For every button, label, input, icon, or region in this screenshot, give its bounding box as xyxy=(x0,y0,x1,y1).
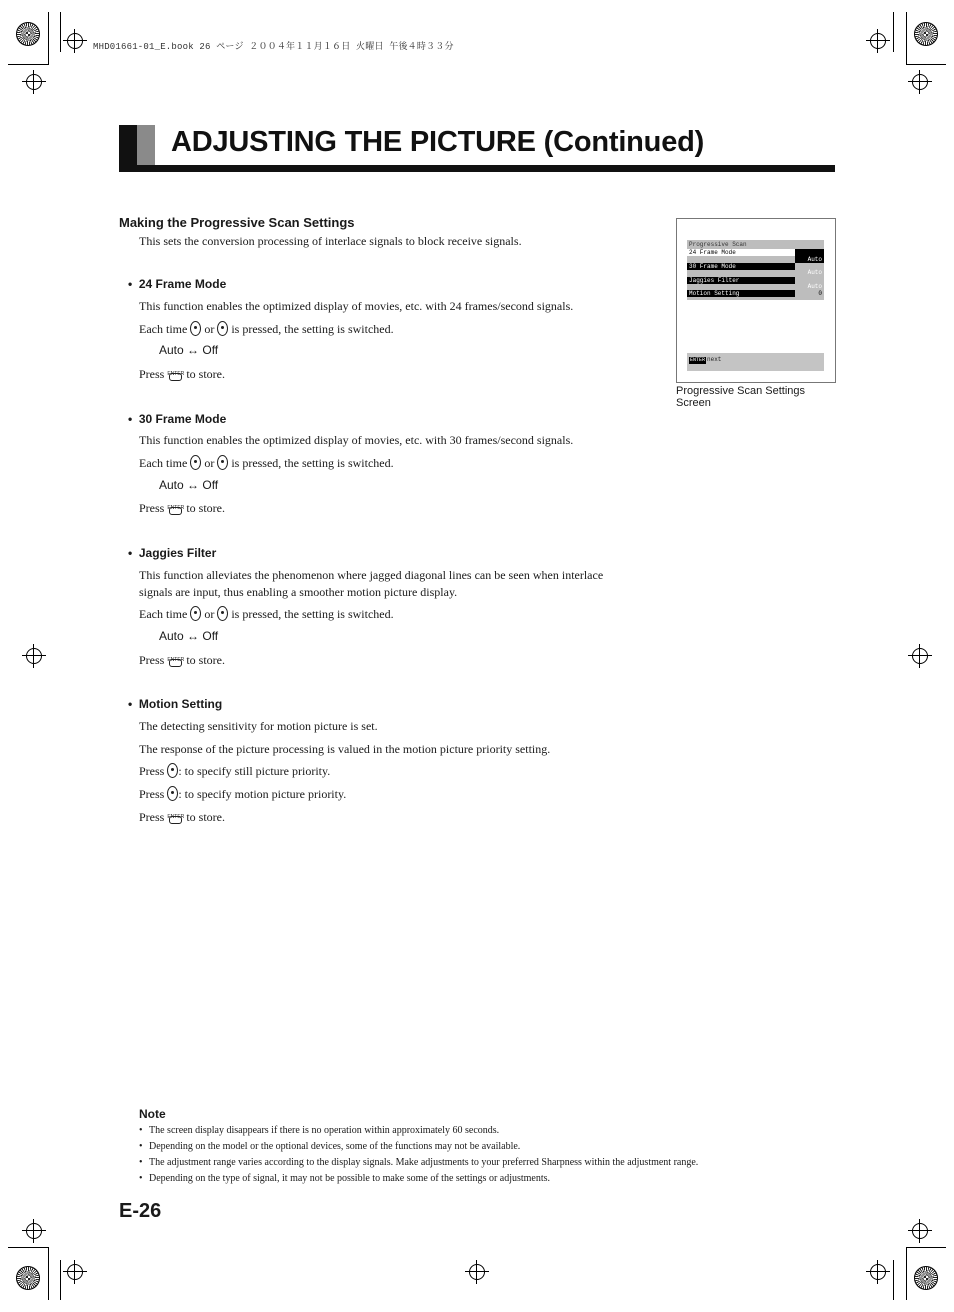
osd-row-value: Auto xyxy=(807,283,822,290)
up-button-icon xyxy=(190,606,201,621)
title-underline xyxy=(119,165,835,172)
osd-menu xyxy=(687,240,824,300)
print-header: MHD01661-01_E.book 26 ページ ２００４年１１月１６日 火曜日 午後４時３３分 xyxy=(93,42,454,52)
right-button-icon xyxy=(167,786,178,801)
item-jaggies-switch: Each time or is pressed, the setting is switched. xyxy=(139,607,394,621)
osd-row-value: Auto xyxy=(807,269,822,276)
osd-row-value: 0 xyxy=(818,290,822,297)
item-24-frame-desc: This function enables the optimized display of movies, etc. with 24 frames/second signals. xyxy=(139,299,574,313)
registration-target-icon xyxy=(914,1266,938,1290)
left-button-icon xyxy=(167,763,178,778)
enter-button-icon: ENTER xyxy=(167,367,183,381)
enter-button-icon: ENTER xyxy=(167,810,183,824)
osd-next-label: next xyxy=(707,356,722,363)
title-accent-gray xyxy=(137,125,155,165)
item-30-frame-mode-title: • 30 Frame Mode xyxy=(128,412,227,426)
item-motion-setting-title: • Motion Setting xyxy=(128,697,223,711)
item-motion-desc-1: The detecting sensitivity for motion picture is set. xyxy=(139,719,378,733)
note-item: • The screen display disappears if there is no operation within approximately 60 seconds. xyxy=(139,1125,500,1136)
item-jaggies-store: Press ENTER to store. xyxy=(139,653,226,667)
crosshair-icon xyxy=(26,74,42,90)
note-item: • Depending on the type of signal, it may not be possible to make some of the settings or adjustments. xyxy=(139,1173,551,1184)
item-jaggies-desc-2: signals are input, thus enabling a smoother motion picture display. xyxy=(139,585,458,599)
page-number: E-26 xyxy=(119,1200,162,1222)
crosshair-icon xyxy=(870,33,886,49)
item-motion-store: Press ENTER to store. xyxy=(139,810,226,824)
registration-target-icon xyxy=(914,22,938,46)
item-24-frame-mode-title: • 24 Frame Mode xyxy=(128,277,227,291)
registration-target-icon xyxy=(16,22,40,46)
note-item: • Depending on the model or the optional devices, some of the functions may not be available. xyxy=(139,1141,521,1152)
up-button-icon xyxy=(190,321,201,336)
screen-caption: Progressive Scan Settings Screen xyxy=(676,385,806,409)
enter-button-icon: ENTER xyxy=(167,653,183,667)
note-title: Note xyxy=(139,1107,166,1121)
osd-bottom-bar xyxy=(687,353,824,371)
crosshair-icon xyxy=(912,648,928,664)
osd-row-label: 24 Frame Mode xyxy=(687,249,795,256)
item-30-frame-toggle: Auto ↔ Off xyxy=(159,478,219,492)
osd-enter-key: ENTER xyxy=(690,357,706,363)
item-jaggies-desc-1: This function alleviates the phenomenon where jagged diagonal lines can be seen when interlace xyxy=(139,568,604,582)
item-jaggies-toggle: Auto ↔ Off xyxy=(159,629,219,643)
osd-title: Progressive Scan xyxy=(689,241,747,248)
down-button-icon xyxy=(217,321,228,336)
crosshair-icon xyxy=(870,1264,886,1280)
osd-row-label: Jaggies Filter xyxy=(687,277,795,284)
down-button-icon xyxy=(217,606,228,621)
item-24-frame-store: Press ENTER to store. xyxy=(139,367,226,381)
osd-row-value: Auto xyxy=(807,256,822,263)
item-motion-motion: Press : to specify motion picture priority. xyxy=(139,787,347,801)
crosshair-icon xyxy=(67,33,83,49)
section-heading: Making the Progressive Scan Settings xyxy=(119,215,355,230)
note-item: • The adjustment range varies according to the display signals. Make adjustments to your preferred Sharpness within the adjustment range. xyxy=(139,1157,699,1168)
item-jaggies-filter-title: • Jaggies Filter xyxy=(128,546,217,560)
down-button-icon xyxy=(217,455,228,470)
crosshair-icon xyxy=(26,1223,42,1239)
item-24-frame-toggle: Auto ↔ Off xyxy=(159,343,219,357)
crosshair-icon xyxy=(26,648,42,664)
crosshair-icon xyxy=(469,1264,485,1280)
crosshair-icon xyxy=(912,74,928,90)
up-button-icon xyxy=(190,455,201,470)
osd-row-label: Motion Setting xyxy=(687,290,795,297)
item-30-frame-switch: Each time or is pressed, the setting is switched. xyxy=(139,456,394,470)
item-30-frame-desc: This function enables the optimized display of movies, etc. with 30 frames/second signals. xyxy=(139,433,574,447)
page-title: ADJUSTING THE PICTURE (Continued) xyxy=(171,126,705,158)
crosshair-icon xyxy=(912,1223,928,1239)
section-intro: This sets the conversion processing of interlace signals to block receive signals. xyxy=(139,234,522,248)
item-motion-desc-2: The response of the picture processing is valued in the motion picture priority setting. xyxy=(139,742,551,756)
item-motion-still: Press : to specify still picture priority. xyxy=(139,764,331,778)
item-30-frame-store: Press ENTER to store. xyxy=(139,501,226,515)
item-24-frame-switch: Each time or is pressed, the setting is switched. xyxy=(139,322,394,336)
crosshair-icon xyxy=(67,1264,83,1280)
registration-target-icon xyxy=(16,1266,40,1290)
osd-row-label: 30 Frame Mode xyxy=(687,263,795,270)
enter-button-icon: ENTER xyxy=(167,501,183,515)
